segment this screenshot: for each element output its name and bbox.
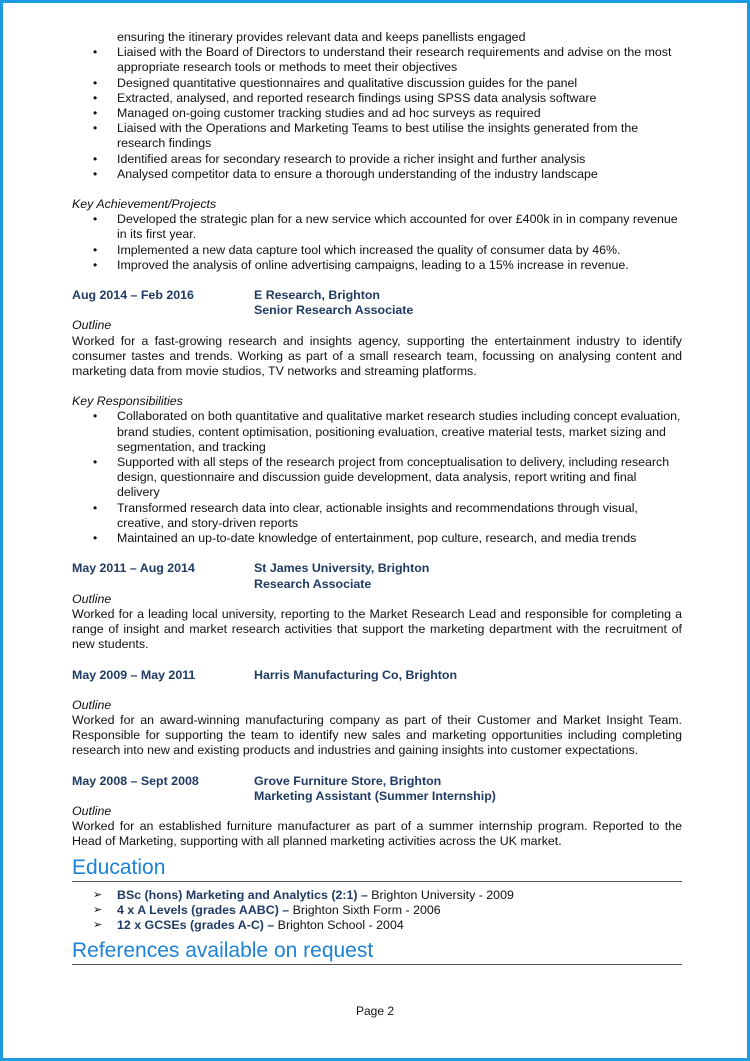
qualification: 12 x GCSEs (grades A-C) – [117, 917, 275, 932]
job-title: Marketing Assistant (Summer Internship) [254, 788, 496, 803]
outline-heading: Outline [72, 591, 112, 606]
list-item: • Improved the analysis of online advertising campaigns, leading to a 15% increase in revenue. [72, 258, 682, 273]
job-dates: May 2009 – May 2011 [72, 667, 196, 682]
outline-heading: Outline [72, 697, 112, 712]
education-item [72, 888, 682, 903]
institution: Brighton Sixth Form - 2006 [289, 902, 441, 917]
achievements-heading: Key Achievement/Projects [72, 197, 217, 212]
references-heading: References available on request [72, 939, 682, 965]
list-item: • Liaised with the Operations and Marketing Teams to best utilise the insights generated from the research findings [72, 121, 682, 151]
list-item: • Analysed competitor data to ensure a thorough understanding of the industry landscape [72, 167, 682, 182]
job-title: Research Associate [254, 576, 372, 591]
list-item: • Transformed research data into clear, actionable insights and recommendations through visual, creative, and story-driven reports [72, 501, 682, 531]
previous-role-responsibilities [72, 30, 682, 182]
job-outline: Worked for a leading local university, reporting to the Market Research Lead and responsible for completing a range of insight and market research activities that support the marketing department with the recruitment of new students. [72, 606, 682, 652]
list-item: • Liaised with the Board of Directors to understand their research requirements and advise on the most appropriate research tools or methods to meet their objectives [72, 45, 682, 75]
list-item: • Extracted, analysed, and reported research findings using SPSS data analysis software [72, 91, 682, 106]
education-item [72, 903, 682, 918]
list-item: • Designed quantitative questionnaires and qualitative discussion guides for the panel [72, 76, 682, 91]
qualification: BSc (hons) Marketing and Analytics (2:1) – [117, 887, 368, 902]
job-employer: Harris Manufacturing Co, Brighton [254, 667, 458, 682]
job-dates: May 2008 – Sept 2008 [72, 773, 199, 788]
job-header [72, 774, 682, 804]
job-employer: E Research, Brighton [254, 288, 380, 303]
job-header [72, 668, 682, 683]
list-item: • Maintained an up-to-date knowledge of entertainment, pop culture, research, and media trends [72, 531, 682, 546]
institution: Brighton University - 2009 [367, 887, 514, 902]
list-item: • Supported with all steps of the research project from conceptualisation to delivery, including research design, questionnaire and discussion guide development, data analysis, report writing and final delivery [72, 455, 682, 501]
job-employer: St James University, Brighton [254, 561, 430, 576]
responsibilities-list [72, 409, 682, 546]
job-outline: Worked for an award-winning manufacturing company as part of their Customer and Market Insight Team. Responsible for supporting the team to identify new sales and marketing opportunities including completing research into new and existing products and industries and gaining insights into customer expectations. [72, 712, 682, 758]
job-employer: Grove Furniture Store, Brighton [254, 773, 442, 788]
job-outline: Worked for a fast-growing research and insights agency, supporting the entertainment industry to identify consumer tastes and trends. Working as part of a small research team, focussing on analysing content and marketing data from movie studios, TV networks and streaming platforms. [72, 333, 682, 379]
outline-heading: Outline [72, 318, 112, 333]
job-header [72, 288, 682, 318]
list-item: • Collaborated on both quantitative and qualitative market research studies including concept evaluation, brand studies, content optimisation, positioning evaluation, creative material tests, market sizing and segmentation, and tracking [72, 409, 682, 455]
institution: Brighton School - 2004 [274, 917, 404, 932]
outline-heading: Outline [72, 803, 112, 818]
education-item [72, 918, 682, 933]
list-item: • Developed the strategic plan for a new service which accounted for over £400k in in company revenue in its first year. [72, 212, 682, 242]
list-item: • Implemented a new data capture tool which increased the quality of consumer data by 46%. [72, 243, 682, 258]
achievements-list [72, 212, 682, 273]
list-item: ensuring the itinerary provides relevant data and keeps panellists engaged [117, 30, 526, 44]
job-title: Senior Research Associate [254, 303, 414, 318]
responsibilities-heading: Key Responsibilities [72, 394, 183, 409]
job-header [72, 561, 682, 591]
list-item: • Identified areas for secondary research to provide a richer insight and further analysis [72, 152, 682, 167]
job-dates: Aug 2014 – Feb 2016 [72, 288, 194, 303]
education-heading: Education [72, 856, 682, 882]
qualification: 4 x A Levels (grades AABC) – [117, 902, 290, 917]
list-item: • Managed on-going customer tracking studies and ad hoc surveys as required [72, 106, 682, 121]
job-dates: May 2011 – Aug 2014 [72, 561, 195, 576]
page-content [72, 30, 682, 965]
job-outline: Worked for an established furniture manufacturer as part of a summer internship program. Reported to the Head of Marketing, supporting with all planned marketing activities across the UK market. [72, 819, 682, 849]
page-number: Page 2 [355, 1004, 395, 1018]
education-list [72, 888, 682, 934]
